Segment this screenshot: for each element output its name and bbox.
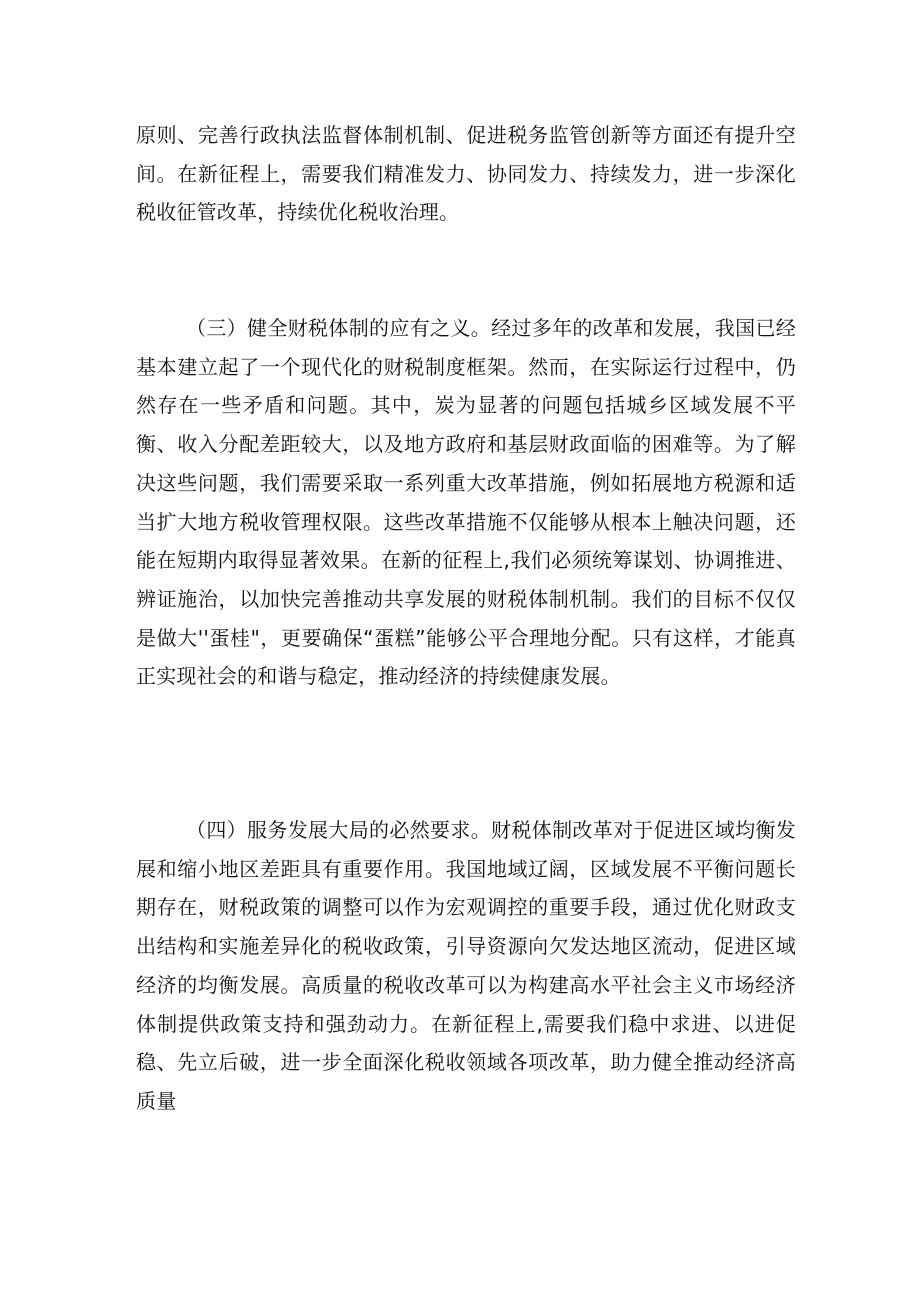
body-paragraph-section-three: （三）健全财税体制的应有之义。经过多年的改革和发展，我国已经基本建立起了一个现代化的财税制度框架。然而，在实际运行过程中，仍然存在一些矛盾和问题。其中，炭为显著的问题包括城乡区域发展不平衡、收入分配差距较大，以及地方政府和基层财政面临的困难等。为了解决这些问题，我们需要采取一系列重大改革措施，例如拓展地方税源和适当扩大地方税收管理权限。这些改革措施不仅能够从根本上触决问题，还能在短期内取得显著效果。在新的征程上,我们必须统筹谋划、协调推进、辨证施治，以加快完善推动共享发展的财税体制机制。我们的目标不仅仅是做大''蛋桂"，更要确保“蛋糕”能够公平合理地分配。只有这样，才能真正实现社会的和谐与稳定，推动经济的持续健康发展。 <box>136 316 796 689</box>
body-paragraph-continuation: 原则、完善行政执法监督体制机制、促进税务监管创新等方面还有提升空间。在新征程上，需要我们精准发力、协同发力、持续发力，进一步深化税收征管改革，持续优化税收治理。 <box>136 123 796 225</box>
body-paragraph-section-four: （四）服务发展大局的必然要求。财税体制改革对于促进区域均衡发展和缩小地区差距具有重要作用。我国地域辽阔，区域发展不平衡问题长期存在，财税政策的调整可以作为宏观调控的重要手段，通过优化财政支出结构和实施差异化的税收政策，引导资源向欠发达地区流动，促进区域经济的均衡发展。高质量的税收改革可以为构建高水平社会主义市场经济体制提供政策支持和强劲动力。在新征程上,需要我们稳中求进、以进促稳、先立后破，进一步全面深化税收领域各项改革，助力健全推动经济高质量 <box>136 818 796 1113</box>
